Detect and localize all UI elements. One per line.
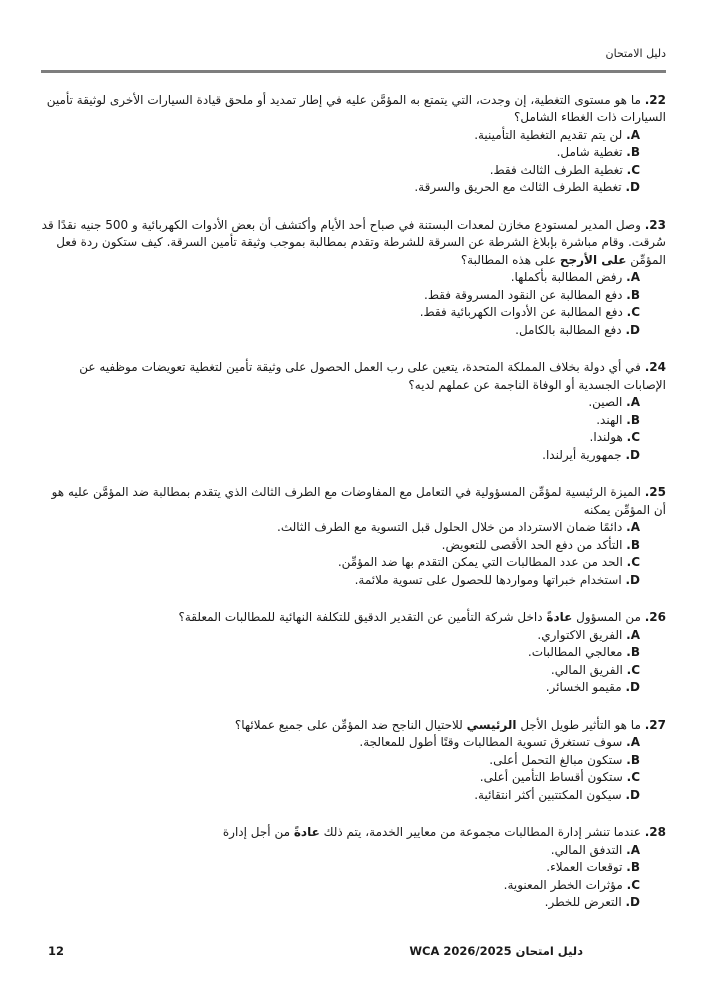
- option-text: لن يتم تقديم التغطية التأمينية.: [474, 127, 627, 142]
- answer-option: [41, 322, 666, 340]
- question-text-segment: داخل شركة التأمين عن التقدير الدقيق للتكلفة النهائية للمطالبات المعلقة؟: [178, 610, 547, 624]
- options-list: [41, 842, 666, 912]
- option-text: جمهورية أيرلندا.: [542, 447, 626, 462]
- question-number: 26.: [644, 610, 666, 624]
- option-text: سوف تستغرق تسوية المطالبات وقتًا أطول للمعالجة.: [359, 735, 627, 749]
- options-list: [41, 394, 666, 464]
- footer-document-label: دليل امتحان WCA 2026/2025: [409, 944, 583, 958]
- question-text-segment: ما هو مستوى التغطية، إن وجدت، التي يتمتع به المؤمَّن عليه في إطار تمديد أو ملحق قيادة السيارات الأخرى لوثيقة تأمين السيارات ذات الغطاء الشامل؟: [46, 92, 666, 124]
- option-text: تغطية الطرف الثالث مع الحريق والسرقة.: [414, 180, 626, 194]
- question-number: 27.: [644, 717, 666, 732]
- page-footer: [41, 944, 666, 964]
- answer-option: [41, 859, 666, 877]
- option-letter: C.: [626, 305, 640, 319]
- question-text-emphasis: عادةً: [546, 610, 573, 624]
- question-text-segment: من أجل إدارة: [222, 825, 294, 839]
- answer-option: [41, 179, 666, 197]
- answer-option: [41, 572, 666, 590]
- answer-option: [41, 679, 666, 697]
- option-text: ستكون أقساط التأمين أعلى.: [479, 770, 627, 784]
- option-text: ستكون مبالغ التحمل أعلى.: [489, 752, 627, 767]
- question-text-segment: للاحتيال الناجح ضد المؤمِّن على جميع عملائها؟: [234, 717, 467, 732]
- question-text-emphasis: على الأرجح: [559, 252, 627, 267]
- question-text-segment: من المسؤول: [572, 610, 641, 624]
- question-number: 28.: [644, 825, 666, 839]
- question-block: [41, 92, 666, 197]
- answer-option: [41, 752, 666, 770]
- option-text: التدفق المالي.: [550, 842, 627, 857]
- options-list: [41, 269, 666, 339]
- answer-option: [41, 554, 666, 572]
- question-text-emphasis: الرئيسي: [466, 717, 517, 732]
- option-text: الفريق الاكتواري.: [537, 627, 627, 642]
- question-text-emphasis: عادةً: [293, 825, 320, 839]
- question-text-segment: وصل المدير لمستودع مخازن لمعدات البستنة في صباح أحد الأيام وأكتشف أن بعض الأدوات الكهربائية و 500 جنيه نقدًا قد سُرقت. وقام مباشرة بإبلاغ الشرطة عن السرقة للشرطة وتقدم بمطالبة بموجب وثيقة تأمين السرقة. كيف ستكون ردة فعل المؤمِّن: [41, 217, 666, 267]
- answer-option: [41, 734, 666, 752]
- answer-option: [41, 842, 666, 860]
- option-text: هولندا.: [589, 430, 627, 444]
- option-text: مقيمو الخسائر.: [545, 680, 626, 694]
- question-text: [41, 484, 666, 519]
- question-number: 23.: [644, 217, 666, 232]
- answer-option: [41, 394, 666, 412]
- answer-option: [41, 769, 666, 787]
- question-block: [41, 824, 666, 912]
- answer-option: [41, 877, 666, 895]
- answer-option: [41, 894, 666, 912]
- answer-option: [41, 429, 666, 447]
- answer-option: [41, 627, 666, 645]
- option-letter: B.: [626, 752, 640, 767]
- option-letter: C.: [626, 162, 640, 177]
- question-text: [41, 717, 666, 735]
- question-block: [41, 359, 666, 464]
- question-text-segment: على هذه المطالبة؟: [460, 252, 560, 267]
- question-block: [41, 217, 666, 340]
- option-text: التأكد من دفع الحد الأقصى للتعويض.: [441, 537, 627, 552]
- option-text: الفريق المالي.: [550, 662, 627, 677]
- option-letter: D.: [625, 572, 640, 587]
- question-block: [41, 717, 666, 805]
- page-number: 12: [48, 944, 65, 958]
- option-text: تغطية الطرف الثالث فقط.: [489, 162, 627, 177]
- header-divider: [41, 70, 666, 73]
- option-letter: B.: [626, 287, 640, 302]
- option-text: دفع المطالبة عن النقود المسروقة فقط.: [424, 287, 627, 302]
- option-letter: A.: [626, 270, 640, 284]
- answer-option: [41, 304, 666, 322]
- question-number: 25.: [644, 485, 666, 499]
- option-letter: B.: [626, 145, 640, 159]
- option-letter: A.: [626, 127, 640, 142]
- option-text: تغطية شامل.: [556, 145, 627, 159]
- option-letter: A.: [626, 520, 640, 534]
- answer-option: [41, 127, 666, 145]
- option-text: معالجي المطالبات.: [527, 645, 627, 659]
- option-text: التعرض للخطر.: [544, 895, 626, 909]
- option-letter: B.: [626, 537, 640, 552]
- option-letter: D.: [625, 180, 640, 194]
- option-letter: D.: [625, 322, 640, 337]
- option-letter: B.: [626, 645, 640, 659]
- question-text-segment: في أي دولة بخلاف المملكة المتحدة، يتعين على رب العمل الحصول على وثيقة تأمين لتغطية تعويضات موظفيه عن الإصابات الجسدية أو الوفاة الناجمة عن عملهم لديه؟: [79, 360, 666, 392]
- option-letter: C.: [626, 877, 640, 892]
- answer-option: [41, 787, 666, 805]
- option-text: سيكون المكتتبين أكثر انتقائية.: [474, 787, 626, 802]
- options-list: [41, 734, 666, 804]
- options-list: [41, 127, 666, 197]
- question-text: [41, 609, 666, 627]
- option-letter: C.: [626, 555, 640, 569]
- options-list: [41, 627, 666, 697]
- option-letter: A.: [626, 395, 640, 409]
- answer-option: [41, 644, 666, 662]
- option-text: مؤثرات الخطر المعنوية.: [503, 877, 627, 892]
- answer-option: [41, 144, 666, 162]
- option-text: دفع المطالبة عن الأدوات الكهربائية فقط.: [419, 305, 627, 319]
- option-letter: B.: [626, 412, 640, 427]
- questions-container: [41, 92, 666, 912]
- option-letter: D.: [625, 680, 640, 694]
- question-text-segment: عندما تنشر إدارة المطالبات مجموعة من معايير الخدمة، يتم ذلك: [319, 825, 641, 839]
- question-text: [41, 824, 666, 842]
- option-letter: D.: [625, 895, 640, 909]
- option-letter: D.: [625, 787, 640, 802]
- answer-option: [41, 519, 666, 537]
- header-title: دليل الامتحان: [605, 47, 666, 60]
- answer-option: [41, 269, 666, 287]
- option-letter: B.: [626, 860, 640, 874]
- question-text: [41, 92, 666, 127]
- option-letter: C.: [626, 430, 640, 444]
- question-text-segment: الميزة الرئيسية لمؤمِّن المسؤولية في التعامل مع المفاوضات مع الطرف الثالث الذي يتقدم بمطالبة ضد المؤمَّن عليه هو أن المؤمِّن يمكنه: [51, 485, 666, 517]
- option-letter: A.: [626, 842, 640, 857]
- question-text: [41, 359, 666, 394]
- question-text: [41, 217, 666, 270]
- option-text: رفض المطالبة بأكملها.: [510, 270, 627, 284]
- option-letter: A.: [626, 627, 640, 642]
- option-letter: D.: [625, 447, 640, 462]
- option-text: توقعات العملاء.: [546, 860, 627, 874]
- question-text-segment: ما هو التأثير طويل الأجل: [516, 717, 641, 732]
- options-list: [41, 519, 666, 589]
- option-text: الهند.: [596, 412, 627, 427]
- option-text: الصين.: [588, 395, 627, 409]
- question-block: [41, 484, 666, 589]
- option-letter: A.: [626, 735, 640, 749]
- option-letter: C.: [626, 662, 640, 677]
- answer-option: [41, 662, 666, 680]
- option-text: الحد من عدد المطالبات التي يمكن التقدم بها ضد المؤمِّن.: [337, 555, 627, 569]
- answer-option: [41, 162, 666, 180]
- question-number: 22.: [644, 92, 666, 107]
- answer-option: [41, 447, 666, 465]
- question-number: 24.: [644, 360, 666, 374]
- answer-option: [41, 412, 666, 430]
- option-text: دفع المطالبة بالكامل.: [515, 322, 626, 337]
- option-text: دائمًا ضمان الاسترداد من خلال الحلول قبل التسوية مع الطرف الثالث.: [277, 520, 627, 534]
- question-block: [41, 609, 666, 697]
- answer-option: [41, 287, 666, 305]
- option-letter: C.: [626, 770, 640, 784]
- option-text: استخدام خبراتها ومواردها للحصول على تسوية ملائمة.: [354, 572, 626, 587]
- page-header: [41, 0, 666, 61]
- answer-option: [41, 537, 666, 555]
